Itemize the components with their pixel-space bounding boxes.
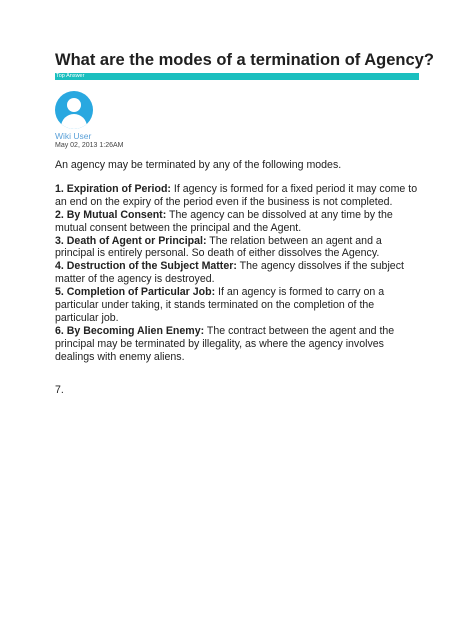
mode-text: If agency is formed for a fixed period it may come to an end on the expiry of the period even if the business is not completed. xyxy=(55,182,418,208)
author-name-link[interactable]: Wiki User xyxy=(55,131,92,141)
mode-item xyxy=(55,209,419,235)
mode-heading: 2. By Mutual Consent: xyxy=(55,208,167,221)
top-answer-label: Top Answer xyxy=(56,73,85,79)
page-title: What are the modes of a termination of Agency? xyxy=(55,51,434,69)
mode-text: If an agency is formed to carry on a particular under taking, it stands terminated on the completion of the particular job. xyxy=(55,286,385,324)
mode-heading: 1. Expiration of Period: xyxy=(55,182,171,195)
mode-heading: 3. Death of Agent or Principal: xyxy=(55,234,207,247)
avatar-head xyxy=(67,98,81,112)
user-avatar-icon[interactable] xyxy=(55,91,93,129)
answer-intro: An agency may be terminated by any of the following modes. xyxy=(55,159,342,171)
mode-text: The contract between the agent and the principal may be terminated by illegality, as where the agency involves dealings with enemy aliens. xyxy=(55,324,395,363)
trailing-number: 7. xyxy=(55,383,64,396)
mode-item xyxy=(55,325,419,364)
mode-heading: 6. By Becoming Alien Enemy: xyxy=(55,324,205,337)
mode-item xyxy=(55,286,419,325)
mode-heading: 4. Destruction of the Subject Matter: xyxy=(55,260,237,273)
mode-text: The agency can be dissolved at any time by the mutual consent between the principal and the Agent. xyxy=(55,208,393,234)
top-answer-bar xyxy=(55,73,419,80)
mode-item xyxy=(55,183,419,209)
mode-heading: 5. Completion of Particular Job: xyxy=(55,286,216,299)
mode-text: The relation between an agent and a principal is entirely personal. So death of either dissolves the Agency. xyxy=(55,234,382,260)
answer-body xyxy=(55,159,419,397)
answer-page xyxy=(55,50,434,397)
mode-text: The agency dissolves if the subject matter of the agency is destroyed. xyxy=(55,260,404,286)
answer-date: May 02, 2013 1:26AM xyxy=(55,142,124,149)
avatar-body xyxy=(61,114,87,129)
mode-item xyxy=(55,260,419,286)
mode-item xyxy=(55,235,419,261)
